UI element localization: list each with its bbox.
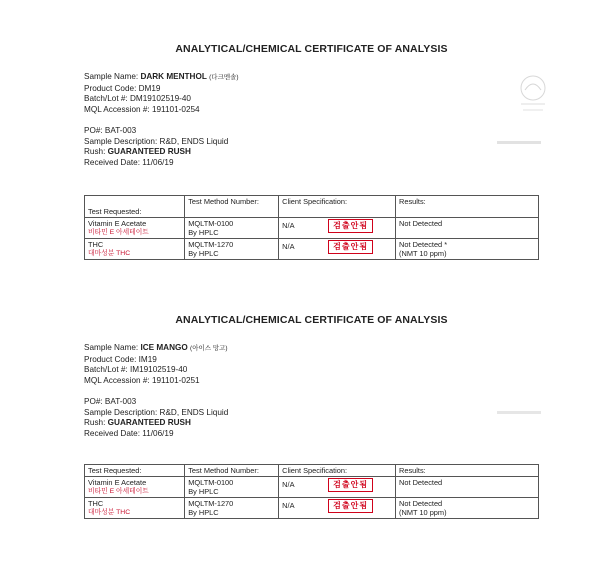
sample-name-line: Sample Name: ICE MANGO (아이스 망고) bbox=[84, 343, 228, 352]
header-test-method: Test Method Number: bbox=[185, 196, 279, 218]
batch-lot: Batch/Lot #: DM19102519-40 bbox=[84, 94, 191, 104]
method-technique: By HPLC bbox=[188, 487, 219, 496]
client-spec: N/A bbox=[282, 480, 295, 489]
not-detected-stamp: 검출안됨 bbox=[328, 499, 373, 513]
header-test-requested: Test Requested: bbox=[85, 196, 185, 218]
rush-line: Rush: GUARANTEED RUSH bbox=[84, 418, 191, 428]
product-code: Product Code: DM19 bbox=[84, 83, 161, 93]
rush-value: GUARANTEED RUSH bbox=[107, 418, 191, 428]
received-date: Received Date: 11/06/19 bbox=[84, 157, 174, 167]
rush-value: GUARANTEED RUSH bbox=[107, 147, 191, 157]
sample-description: Sample Description: R&D, ENDS Liquid bbox=[84, 136, 229, 146]
header-results: Results: bbox=[396, 465, 539, 477]
header-results: Results: bbox=[396, 196, 539, 218]
method-technique: By HPLC bbox=[188, 249, 219, 258]
test-name: Vitamin E Acetate bbox=[88, 219, 147, 228]
mql-accession: MQL Accession #: 191101-0254 bbox=[84, 104, 200, 114]
po-number: PO#: BAT-003 bbox=[84, 125, 137, 135]
certificate-title: ANALYTICAL/CHEMICAL CERTIFICATE OF ANALYSIS bbox=[175, 43, 448, 55]
test-name: Vitamin E Acetate bbox=[88, 478, 147, 487]
header-client-spec: Client Specification: bbox=[279, 196, 396, 218]
result-limit: (NMT 10 ppm) bbox=[399, 249, 447, 258]
sample-name-line: Sample Name: DARK MENTHOL (다크멘솔) bbox=[84, 72, 239, 81]
product-code: Product Code: IM19 bbox=[84, 354, 157, 364]
rush-line: Rush: GUARANTEED RUSH bbox=[84, 147, 191, 157]
test-name-korean: 대마성분 THC bbox=[88, 250, 131, 257]
header-test-requested: Test Requested: bbox=[85, 465, 185, 477]
sample-description: Sample Description: R&D, ENDS Liquid bbox=[84, 407, 229, 417]
result-limit: (NMT 10 ppm) bbox=[399, 508, 447, 517]
po-number: PO#: BAT-003 bbox=[84, 396, 137, 406]
test-name: THC bbox=[88, 499, 104, 508]
result-value: Not Detected bbox=[399, 219, 443, 228]
test-name-korean: 비타민 E 아세테이트 bbox=[88, 488, 149, 495]
sample-info bbox=[84, 343, 228, 439]
sample-name: ICE MANGO bbox=[140, 343, 188, 352]
result-value: Not Detected bbox=[399, 499, 443, 508]
method-technique: By HPLC bbox=[188, 508, 219, 517]
sample-name-korean: (아이스 망고) bbox=[190, 345, 228, 352]
table-row bbox=[85, 498, 539, 519]
table-row bbox=[85, 218, 539, 239]
sample-name: DARK MENTHOL bbox=[140, 72, 207, 81]
client-spec: N/A bbox=[282, 501, 295, 510]
method-number: MQLTM-0100 bbox=[188, 219, 234, 228]
method-number: MQLTM-1270 bbox=[188, 499, 234, 508]
method-number: MQLTM-1270 bbox=[188, 240, 234, 249]
accreditation-seal-watermark bbox=[513, 70, 553, 116]
header-client-spec: Client Specification: bbox=[279, 465, 396, 477]
not-detected-stamp: 검출안됨 bbox=[328, 478, 373, 492]
sample-name-korean: (다크멘솔) bbox=[209, 74, 239, 81]
table-row bbox=[85, 477, 539, 498]
result-value: Not Detected * bbox=[399, 240, 448, 249]
scan-mark bbox=[497, 141, 541, 144]
client-spec: N/A bbox=[282, 242, 295, 251]
batch-lot: Batch/Lot #: IM19102519-40 bbox=[84, 365, 188, 375]
method-number: MQLTM-0100 bbox=[188, 478, 234, 487]
test-name-korean: 비타민 E 아세테이트 bbox=[88, 229, 149, 236]
not-detected-stamp: 검출안됨 bbox=[328, 219, 373, 233]
header-test-method: Test Method Number: bbox=[185, 465, 279, 477]
table-header-row bbox=[85, 465, 539, 477]
not-detected-stamp: 검출안됨 bbox=[328, 240, 373, 254]
method-technique: By HPLC bbox=[188, 228, 219, 237]
test-name-korean: 대마성분 THC bbox=[88, 509, 131, 516]
results-table bbox=[84, 464, 539, 519]
table-header-row bbox=[85, 196, 539, 218]
test-name: THC bbox=[88, 240, 104, 249]
client-spec: N/A bbox=[282, 221, 295, 230]
scan-mark bbox=[497, 411, 541, 414]
received-date: Received Date: 11/06/19 bbox=[84, 428, 174, 438]
sample-info bbox=[84, 72, 239, 168]
result-value: Not Detected bbox=[399, 478, 443, 487]
results-table bbox=[84, 195, 539, 260]
certificate-title: ANALYTICAL/CHEMICAL CERTIFICATE OF ANALYSIS bbox=[175, 314, 448, 326]
table-row bbox=[85, 239, 539, 260]
mql-accession: MQL Accession #: 191101-0251 bbox=[84, 375, 200, 385]
